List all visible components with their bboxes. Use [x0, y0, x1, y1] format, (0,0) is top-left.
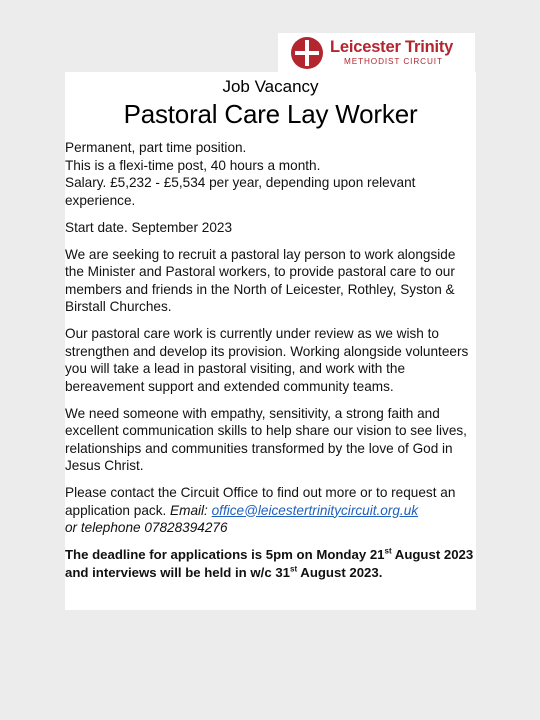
hours: This is a flexi-time post, 40 hours a month.: [65, 157, 321, 173]
vacancy-body: [65, 139, 476, 591]
page-title: Pastoral Care Lay Worker: [123, 99, 418, 129]
contract-type: Permanent, part time position.: [65, 140, 247, 155]
email-label: Email:: [170, 502, 208, 518]
email-link[interactable]: office@leicestertrinitycircuit.org.uk: [211, 502, 419, 518]
job-vacancy-kicker: Job Vacancy: [222, 77, 319, 96]
contact-text: Please contact the Circuit Office to find out more or to request an application pack.: [65, 485, 456, 518]
salary: Salary. £5,232 - £5,534 per year, depending upon relevant experience.: [65, 175, 416, 208]
person-paragraph: We need someone with empathy, sensitivity, a strong faith and excellent communication skills to help share our vision to see lives, relationships and communities transformed by the love of God in Jesus Christ.: [65, 405, 467, 473]
deadline-text-3: August 2023.: [297, 564, 383, 580]
review-paragraph: Our pastoral care work is currently under review as we wish to strengthen and develop its provision. Working alongside volunteers you will take a lead in pastoral visiting, and work with the bereavement support and extended community teams.: [65, 326, 469, 394]
contact-paragraph: [65, 484, 476, 537]
position-details: [65, 139, 476, 209]
intro-paragraph: We are seeking to recruit a pastoral lay person to work alongside the Minister and Pastoral workers, to provide pastoral care to our members and friends in the North of Leicester, Rothley, Syston & Birstall Churches.: [65, 246, 456, 314]
deadline-suffix-1: st: [384, 546, 392, 556]
logo-name: Leicester Trinity: [330, 38, 454, 57]
deadline-text-1: The deadline for applications is 5pm on Monday 21: [65, 547, 385, 562]
phone-number: or telephone 07828394276: [65, 520, 228, 535]
deadline-text-2: August 2023 and interviews will be held in w/c 31: [65, 547, 474, 580]
logo-subtitle: METHODIST CIRCUIT: [344, 56, 443, 66]
deadline-suffix-2: st: [290, 564, 298, 574]
deadline-notice: [65, 546, 476, 581]
start-date: Start date. September 2023: [65, 219, 233, 235]
circuit-logo: [278, 33, 475, 72]
methodist-cross-icon: [290, 36, 324, 70]
